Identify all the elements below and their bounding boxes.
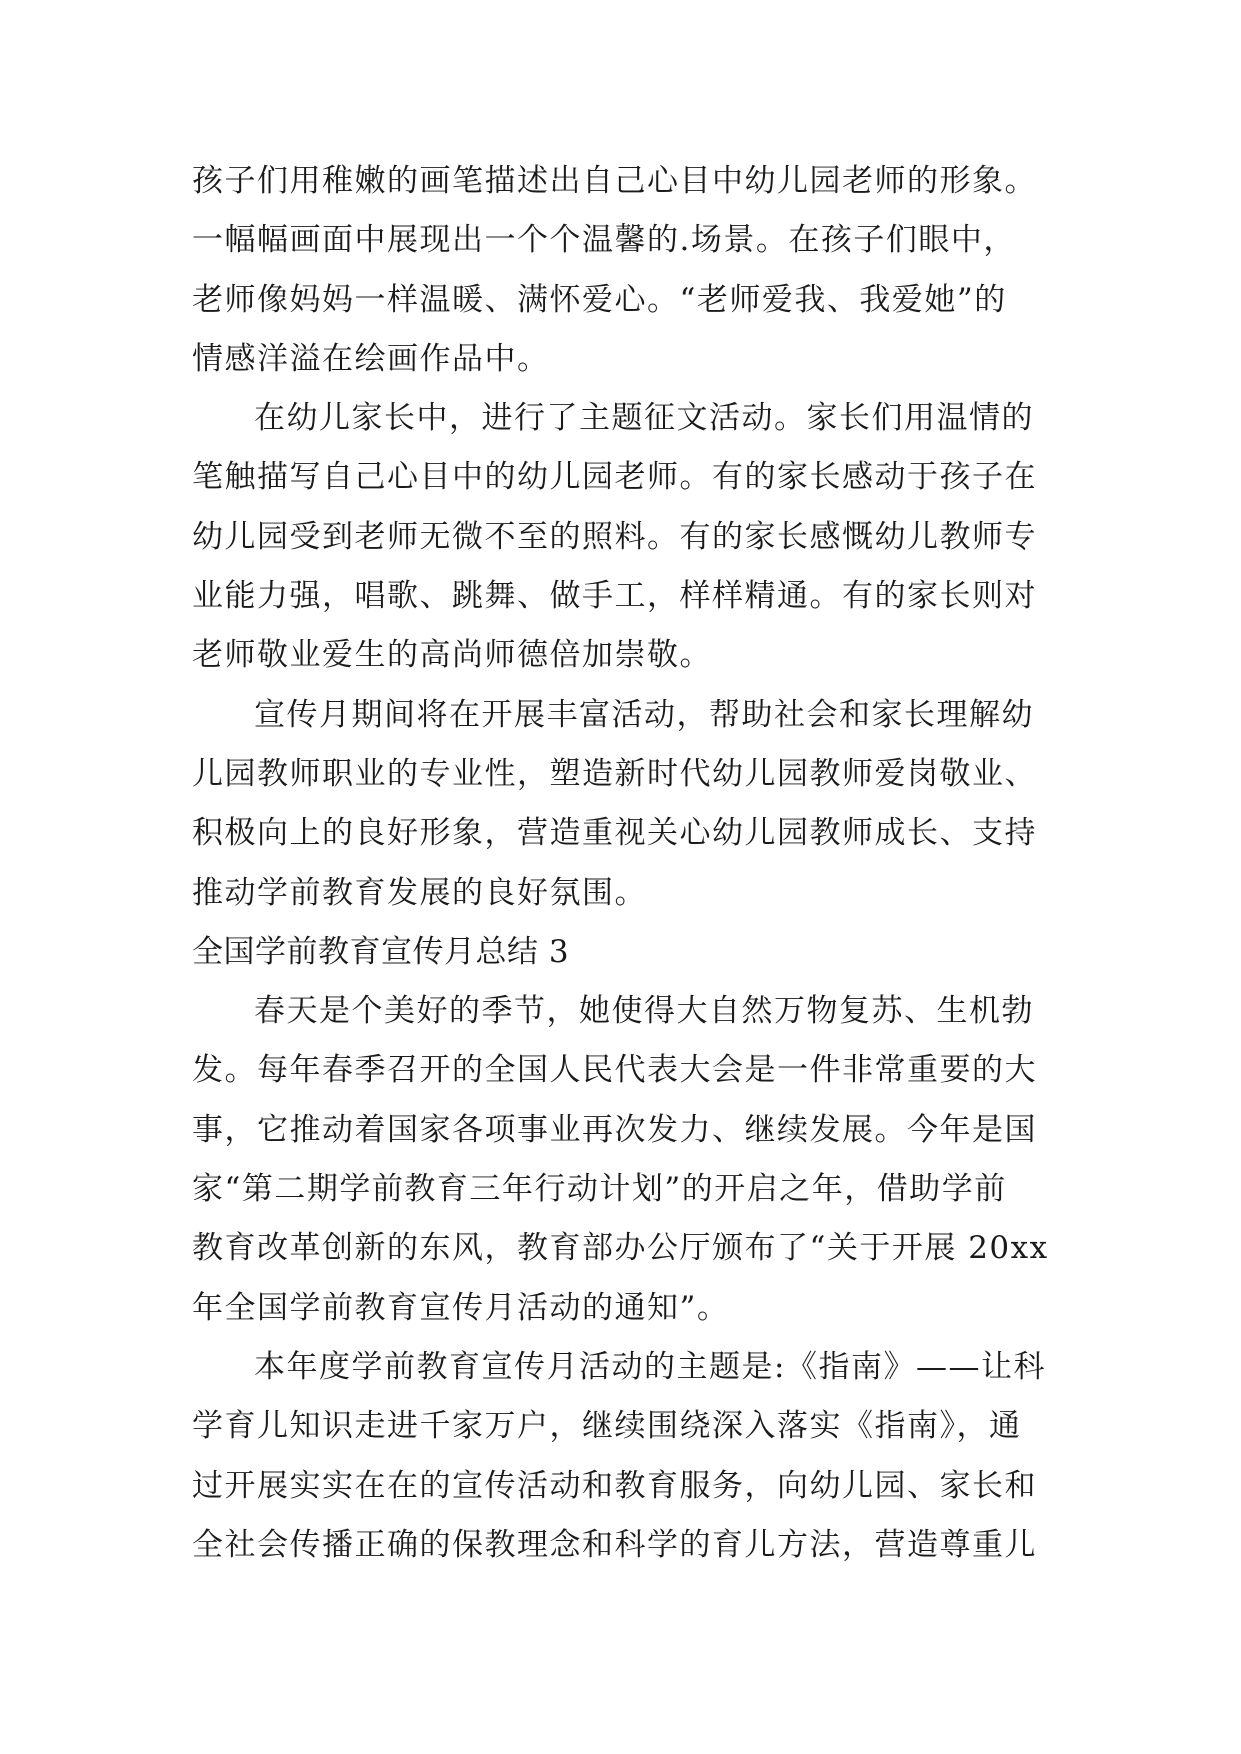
text-line: 幼儿园受到老师无微不至的照料。有的家长感慨幼儿教师专 [192, 518, 1037, 555]
text-line: 业能力强，唱歌、跳舞、做手工，样样精通。有的家长则对 [192, 578, 1037, 615]
text-line: 发。每年春季召开的全国人民代表大会是一件非常重要的大 [192, 1052, 1037, 1089]
text-line: 在幼儿家长中，进行了主题征文活动。家长们用温情的 [254, 400, 1034, 437]
text-line: 年全国学前教育宣传月活动的通知”。 [192, 1289, 730, 1326]
document-body [192, 152, 1092, 1575]
text-line: 教育改革创新的东风，教育部办公厅颁布了“关于开展 20xx [192, 1230, 1049, 1267]
text-line: 情感洋溢在绘画作品中。 [192, 340, 550, 377]
text-line: 积极向上的良好形象，营造重视关心幼儿园教师成长、支持 [192, 815, 1037, 852]
text-line: 学育儿知识走进千家万户，继续围绕深入落实《指南》，通 [192, 1408, 1022, 1445]
text-line: 孩子们用稚嫩的画笔描述出自己心目中幼儿园老师的形象。 [192, 163, 1037, 199]
section-heading: 全国学前教育宣传月总结 3 [192, 933, 570, 970]
text-line: 老师像妈妈一样温暖、满怀爱心。“老师爱我、我爱她”的 [192, 281, 1007, 318]
text-line: 春天是个美好的季节，她使得大自然万物复苏、生机勃 [254, 993, 1034, 1030]
text-line: 笔触描写自己心目中的幼儿园老师。有的家长感动于孩子在 [192, 459, 1037, 496]
text-line: 老师敬业爱生的高尚师德倍加崇敬。 [192, 637, 712, 674]
text-line: 过开展实实在在的宣传活动和教育服务，向幼儿园、家长和 [192, 1467, 1037, 1504]
text-line: 推动学前教育发展的良好氛围。 [192, 874, 647, 911]
text-line: 全社会传播正确的保教理念和科学的育儿方法，营造尊重儿 [192, 1526, 1037, 1563]
text-line: 一幅幅画面中展现出一个个温馨的.场景。在孩子们眼中， [192, 222, 1016, 259]
text-line: 本年度学前教育宣传月活动的主题是:《指南》——让科 [254, 1348, 1046, 1385]
text-line: 家“第二期学前教育三年行动计划”的开启之年，借助学前 [192, 1171, 1007, 1208]
text-line: 事，它推动着国家各项事业再次发力、继续发展。今年是国 [192, 1111, 1037, 1148]
text-line: 宣传月期间将在开展丰富活动，帮助社会和家长理解幼 [254, 696, 1034, 733]
text-line: 儿园教师职业的专业性，塑造新时代幼儿园教师爱岗敬业、 [192, 755, 1037, 792]
